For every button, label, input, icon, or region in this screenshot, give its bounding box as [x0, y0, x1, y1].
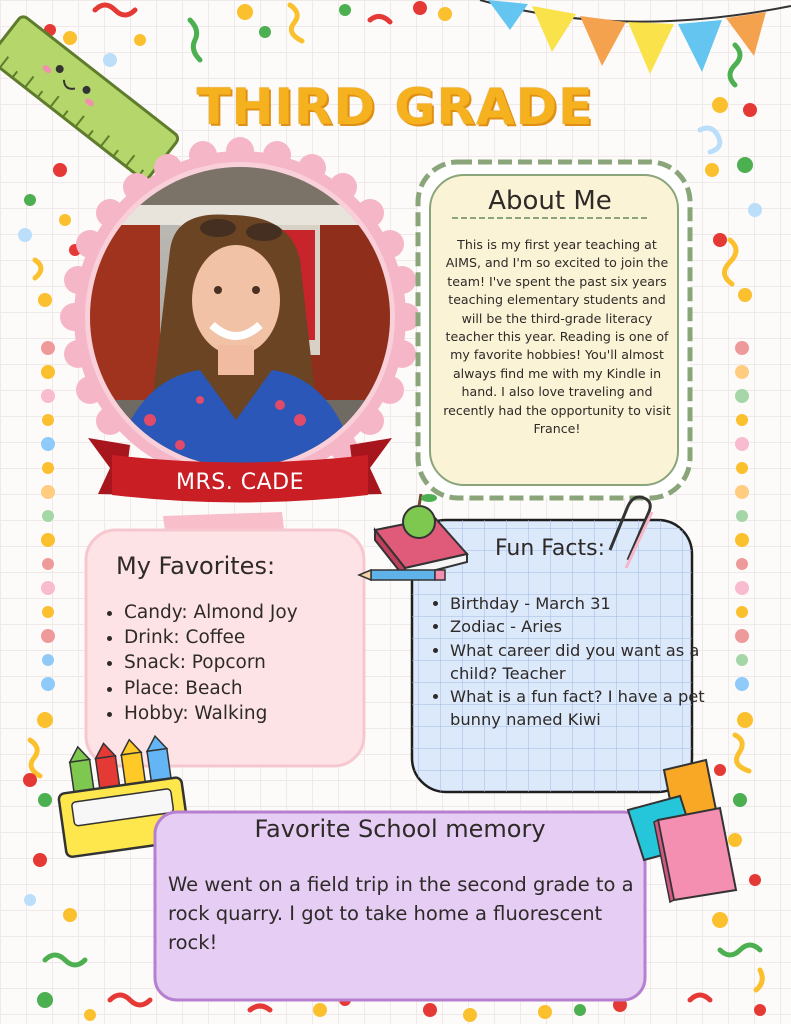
favorites-item: • Place: Beach [124, 676, 298, 701]
favorites-item: • Snack: Popcorn [124, 650, 298, 675]
favorites-title: My Favorites: [116, 552, 276, 580]
page-title: THIRD GRADE [196, 78, 594, 136]
memory-title: Favorite School memory [254, 815, 546, 843]
about-me-text: This is my first year teaching at AIMS, and I'm so excited to join the team! I've spent the past six years teaching elementary students and will be the third-grade literacy teacher this year. Reading is one of my favorite hobbies! You'll almost always find me with my Kindle in hand. I also love traveling and recently had the opportunity to visit France! [443, 237, 671, 437]
about-me-title: About Me [488, 186, 612, 216]
fun-facts-item: • What is a fun fact? I have a pet bunny named Kiwi [450, 685, 712, 732]
fun-facts-item: • Zodiac - Aries [450, 615, 712, 638]
favorites-item: • Drink: Coffee [124, 625, 298, 650]
fun-facts-title: Fun Facts: [494, 536, 606, 561]
favorites-item: • Candy: Almond Joy [124, 600, 298, 625]
memory-text: We went on a field trip in the second grade to a rock quarry. I got to take home a fluorescent rock! [168, 873, 634, 954]
teacher-name: MRS. CADE [176, 470, 304, 495]
fun-facts-item: • Birthday - March 31 [450, 592, 712, 615]
favorites-item: • Hobby: Walking [124, 701, 298, 726]
fun-facts-item: • What career did you want as a child? Teacher [450, 639, 712, 686]
